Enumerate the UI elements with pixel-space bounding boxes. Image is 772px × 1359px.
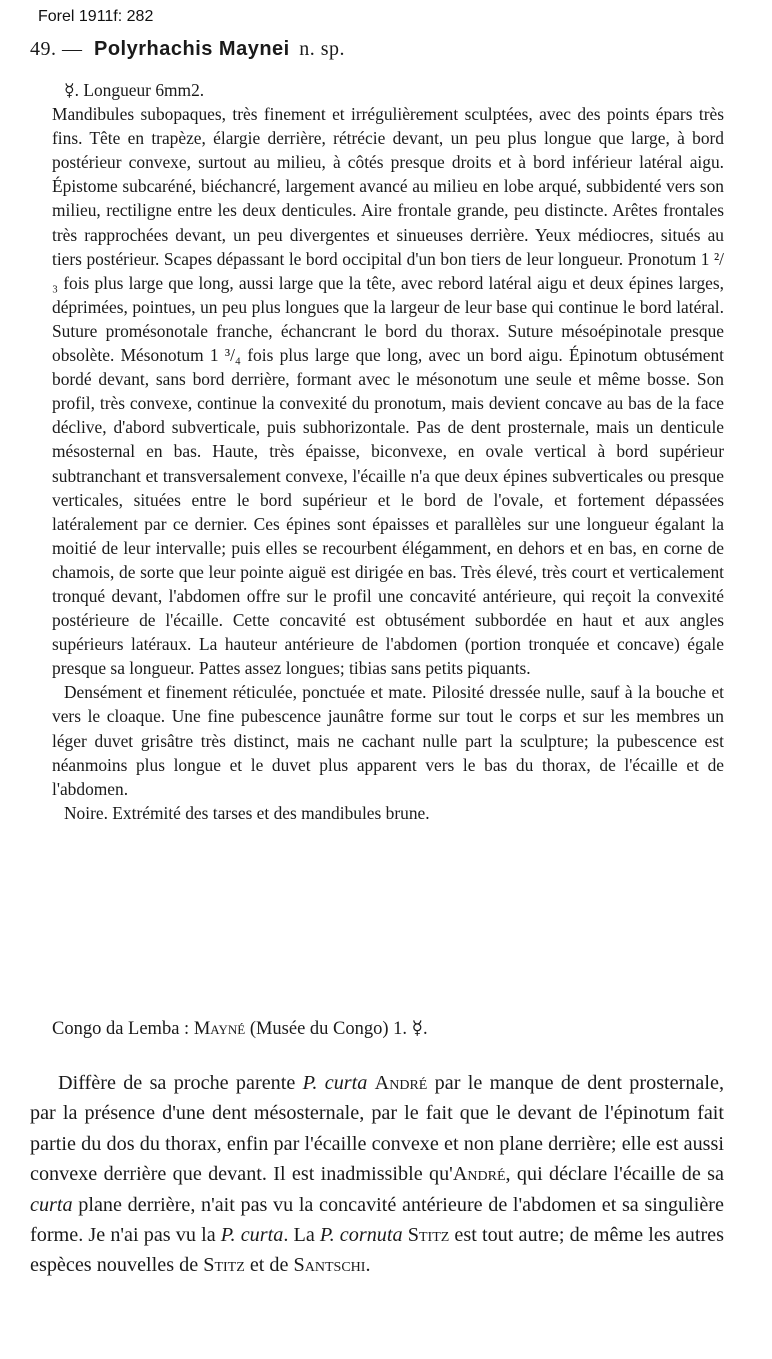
taxon-name: P. cornuta bbox=[319, 1224, 403, 1247]
discussion-fragment: est tout autre; de même les autres espèces nouvelles de bbox=[30, 1224, 724, 1277]
taxon-name: curta bbox=[30, 1193, 73, 1216]
species-number: 49. bbox=[30, 38, 57, 60]
description-paragraph-sculpture: Densément et finement réticulée, ponctuée et mate. Pilosité dressée nulle, sauf à la bouche et vers le cloaque. Une fine pubescence jaunâtre forme sur tout le corps et sur les membres un léger duvet grisâtre très distinct, mais ne cachant nulle part la sculpture; la pubescence est néanmoins plus longue et le duvet plus apparent vers le bas du thorax, de l'écaille et de l'abdomen. bbox=[52, 682, 724, 799]
species-heading bbox=[30, 38, 345, 61]
discussion-fragment: Diffère de sa proche parente bbox=[58, 1072, 303, 1094]
discussion-fragment: par le manque de dent prosternale, par la présence d'une dent mésosternale, par le fait que le devant de l'épinotum fait partie du dos du thorax, enfin par l'écaille convexe et non plane derrière; elle est aussi convexe derrière que devant. Il est inadmissible qu' bbox=[30, 1072, 725, 1186]
new-species-marker: n. sp. bbox=[299, 38, 346, 60]
locality-place: Congo da Lemba : bbox=[52, 1019, 194, 1039]
taxon-name: P. curta bbox=[302, 1072, 368, 1094]
locality-rest: (Musée du Congo) 1. ☿. bbox=[245, 1019, 428, 1039]
description-body bbox=[52, 78, 724, 825]
author-name: Santschi bbox=[293, 1254, 366, 1277]
heading-dash: — bbox=[62, 38, 83, 60]
discussion-fragment: , qui déclare l'écaille de sa bbox=[505, 1163, 724, 1186]
description-paragraph-morphology: Mandibules subopaques, très finement et irrégulièrement sculptées, avec des points épars très fins. Tête en trapèze, élargie derrière, rétrécie devant, un peu plus longue que large, à bord postérieur convexe, surtout au milieu, à côtés presque droits et à bord inférieur latéral aigu. Épistome subcaréné, biéchancré, largement avancé au milieu en lobe arqué, subbidenté vers son milieu, rectiligne entre les deux denticules. Aire frontale grande, peu distincte. Arêtes frontales très rapprochées devant, un peu divergentes et sinueuses derrière. Yeux médiocres, situés au tiers postérieur. Scapes dépassant le bord occipital d'un bon tiers de leur longueur. Pronotum 1 ²/₃ fois plus large que long, aussi large que la tête, avec rebord latéral aigu et deux épines larges, déprimées, pointues, un peu plus longues que la largeur de leur base qui continue le bord latéral. Suture promésonotale franche, échancrant le bord du thorax. Suture mésoépinotale presque obsolète. Mésonotum 1 ³/₄ fois plus large que long, avec un bord aigu. Épinotum obtusément bordé devant, sans bord derrière, formant avec le mésonotum une seule et même bosse. Son profil, très convexe, continue la convexité du pronotum, mais devient concave au bas de la face déclive, d'abord subverticale, puis subhorizontale. Pas de dent prosternale, mais un denticule mésosternal en bas. Haute, très épaisse, biconvexe, en ovale vertical à bord supérieur subtranchant et transversalement convexe, l'écaille n'a que deux épines subverticales ou presque verticales, situées entre le bord supérieur et le bord de l'ovale, et fortement dépassées latéralement par ce dernier. Ces épines sont épaisses et parallèles sur une longueur égalant la moitié de leur intervalle; puis elles se recourbent élégamment, en dehors et en bas, en corne de chamois, de sorte que leur pointe aiguë est dirigée en bas. Très élevé, très court et verticalement tronqué devant, l'abdomen offre sur le profil une concavité antérieure, qui reçoit la convexité postérieure de l'écaille. Cette concavité est obtusément subbordée en haut et aux angles supérieurs latéraux. La hauteur antérieure de l'abdomen (portion tronquée et concave) égale presque sa longueur. Pattes assez longues; tibias sans petits piquants. bbox=[52, 104, 724, 679]
author-name: André bbox=[452, 1163, 506, 1186]
discussion-fragment: . La bbox=[283, 1224, 320, 1247]
species-name: Polyrhachis Maynei bbox=[94, 38, 290, 60]
discussion-fragment: plane derrière, n'ait pas vu la concavité antérieure de l'abdomen et sa singulière forme. Je n'ai pas vu la bbox=[30, 1193, 724, 1247]
locality-collector: Mayné bbox=[193, 1019, 246, 1039]
locality-line bbox=[52, 1016, 724, 1042]
discussion-fragment: . bbox=[365, 1254, 371, 1277]
discussion-paragraph bbox=[30, 1068, 724, 1281]
caste-length: ☿. Longueur 6mm2. bbox=[64, 80, 205, 100]
discussion-fragment: et de bbox=[244, 1254, 294, 1277]
taxon-name: P. curta bbox=[220, 1224, 284, 1247]
reference-label: Forel 1911f: 282 bbox=[38, 8, 154, 25]
discussion-text bbox=[30, 1068, 724, 1281]
author-name: André bbox=[374, 1072, 428, 1094]
description-paragraph-color: Noire. Extrémité des tarses et des mandibules brune. bbox=[64, 802, 430, 823]
author-name: Stitz bbox=[203, 1254, 245, 1277]
author-name: Stitz bbox=[407, 1224, 450, 1247]
